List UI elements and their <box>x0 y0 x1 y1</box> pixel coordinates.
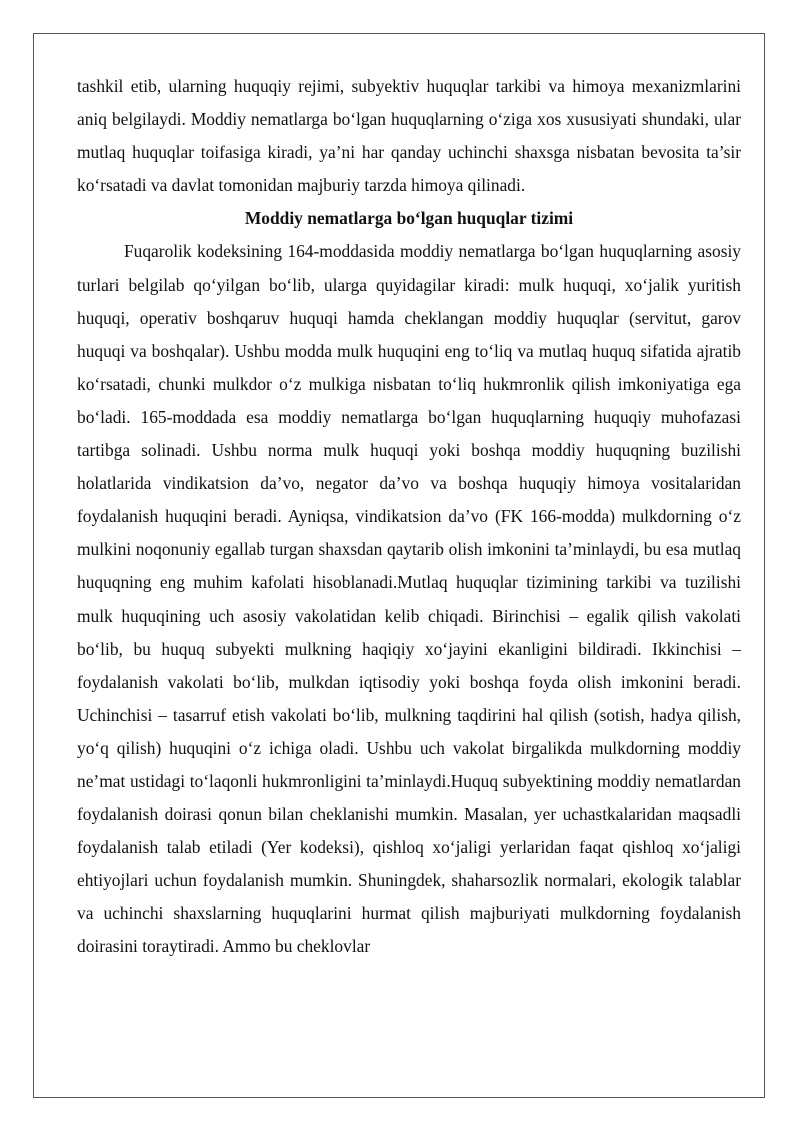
paragraph-main: Fuqarolik kodeksining 164-moddasida moddiy nematlarga bo‘lgan huquqlarning asosiy turlari belgilab qo‘yilgan bo‘lib, ularga quyidagilar kiradi: mulk huquqi, xo‘jalik yuritish huquqi, operativ boshqaruv huquqi hamda cheklangan moddiy huquqlar (servitut, garov huquqi va boshqalar). Ushbu modda mulk huquqini eng to‘liq va mutlaq huquq sifatida ajratib ko‘rsatadi, chunki mulkdor o‘z mulkiga nisbatan to‘liq hukmronlik qilish imkoniyatiga ega bo‘ladi. 165-moddada esa moddiy nematlarga bo‘lgan huquqlarning huquqiy muhofazasi tartibga solinadi. Ushbu norma mulk huquqi yoki boshqa moddiy huquqning buzilishi holatlarida vindikatsion da’vo, negator da’vo va boshqa huquqiy himoya vositalaridan foydalanish huquqini beradi. Ayniqsa, vindikatsion da’vo (FK 166-modda) mulkdorning o‘z mulkini noqonuniy egallab turgan shaxsdan qaytarib olish imkonini ta’minlaydi, bu esa mutlaq huquqning eng muhim kafolati hisoblanadi.Mutlaq huquqlar tizimining tarkibi va tuzilishi mulk huquqining uch asosiy vakolatidan kelib chiqadi. Birinchisi – egalik qilish vakolati bo‘lib, bu huquq subyekti mulkning haqiqiy xo‘jayini ekanligini bildiradi. Ikkinchisi – foydalanish vakolati bo‘lib, mulkdan iqtisodiy yoki boshqa foyda olish imkonini beradi. Uchinchisi – tasarruf etish vakolati bo‘lib, mulkning taqdirini hal qilish (sotish, hadya qilish, yo‘q qilish) huquqini o‘z ichiga oladi. Ushbu uch vakolat birgalikda mulkdorning moddiy ne’mat ustidagi to‘laqonli hukmronligini ta’minlaydi.Huquq subyektining moddiy nematlardan foydalanish doirasi qonun bilan cheklanishi mumkin. Masalan, yer uchastkalaridan maqsadli foydalanish talab etiladi (Yer kodeksi), qishloq xo‘jaligi yerlaridan faqat qishloq xo‘jaligi ehtiyojlari uchun foydalanish mumkin. Shuningdek, shaharsozlik normalari, ekologik talablar va uchinchi shaxslarning huquqlarini hurmat qilish majburiyati mulkdorning foydalanish doirasini toraytiradi. Ammo bu cheklovlar <box>77 241 741 957</box>
paragraph-intro: tashkil etib, ularning huquqiy rejimi, subyektiv huquqlar tarkibi va himoya mexanizmlarini aniq belgilaydi. Moddiy nematlarga bo‘lgan huquqlarning o‘ziga xos xususiyati shundaki, ular mutlaq huquqlar toifasiga kiradi, ya’ni har qanday uchinchi shaxsga nisbatan bevosita ta’sir ko‘rsatadi va davlat tomonidan majburiy tarzda himoya qilinadi. <box>77 76 741 196</box>
document-body <box>77 70 741 964</box>
section-heading: Moddiy nematlarga bo‘lgan huquqlar tizimi <box>244 208 574 229</box>
